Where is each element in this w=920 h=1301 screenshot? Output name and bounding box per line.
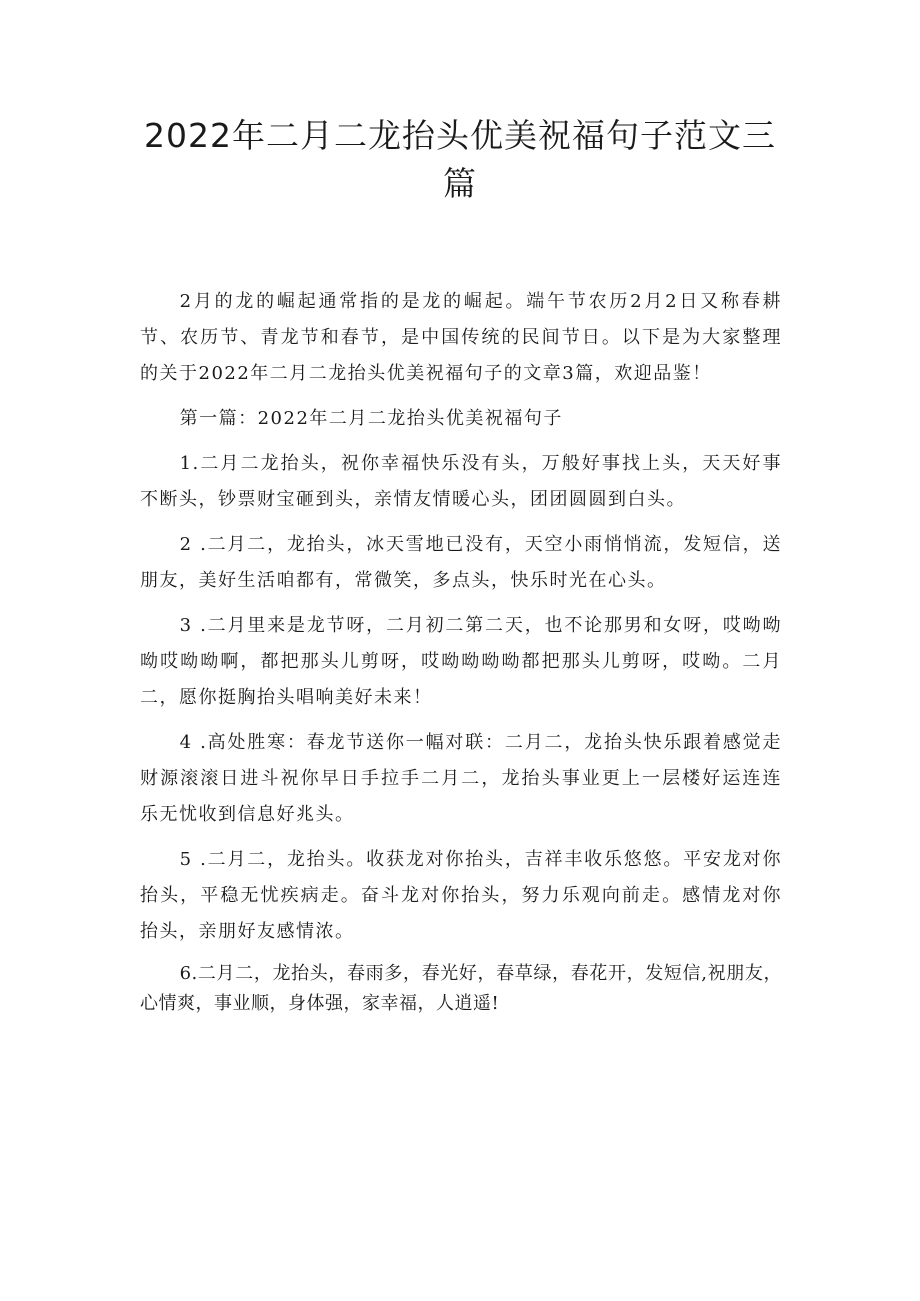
wish-item-4: 4 .高处胜寒：春龙节送你一幅对联：二月二，龙抬头快乐跟着感觉走财源滚滚日进斗祝你早日手拉手二月二，龙抬头事业更上一层楼好运连连乐无忧收到信息好兆头。 (140, 732, 782, 825)
wish-item-3: 3 .二月里来是龙节呀，二月初二第二天，也不论那男和女呀，哎呦呦呦哎呦呦啊，都把那头儿剪呀，哎呦呦呦呦都把那头儿剪呀，哎呦。二月二，愿你挺胸抬头唱响美好未来！ (140, 615, 782, 708)
wish-item-2: 2 .二月二，龙抬头，冰天雪地已没有，天空小雨悄悄流，发短信，送朋友，美好生活咱都有，常微笑，多点头，快乐时光在心头。 (140, 534, 782, 591)
wish-item-6: 6.二月二，龙抬头，春雨多，春光好，春草绿，春花开，发短信,祝朋友，心情爽，事业顺，身体强，家幸福，人逍遥! (140, 963, 782, 1014)
document-body (140, 284, 782, 1028)
document-title: 2022年二月二龙抬头优美祝福句子范文三篇 (144, 116, 776, 203)
wish-item-5: 5 .二月二，龙抬头。收获龙对你抬头，吉祥丰收乐悠悠。平安龙对你抬头，平稳无忧疾病走。奋斗龙对你抬头，努力乐观向前走。感情龙对你抬头，亲朋好友感情浓。 (140, 849, 782, 942)
wish-item-1: 1.二月二龙抬头，祝你幸福快乐没有头，万般好事找上头，天天好事不断头，钞票财宝砸到头，亲情友情暖心头，团团圆圆到白头。 (140, 453, 782, 510)
section-heading: 第一篇：2022年二月二龙抬头优美祝福句子 (179, 408, 563, 429)
intro-paragraph: 2月的龙的崛起通常指的是龙的崛起。端午节农历2月2日又称春耕节、农历节、青龙节和春节，是中国传统的民间节日。以下是为大家整理的关于2022年二月二龙抬头优美祝福句子的文章3篇，欢迎品鉴！ (140, 291, 782, 384)
